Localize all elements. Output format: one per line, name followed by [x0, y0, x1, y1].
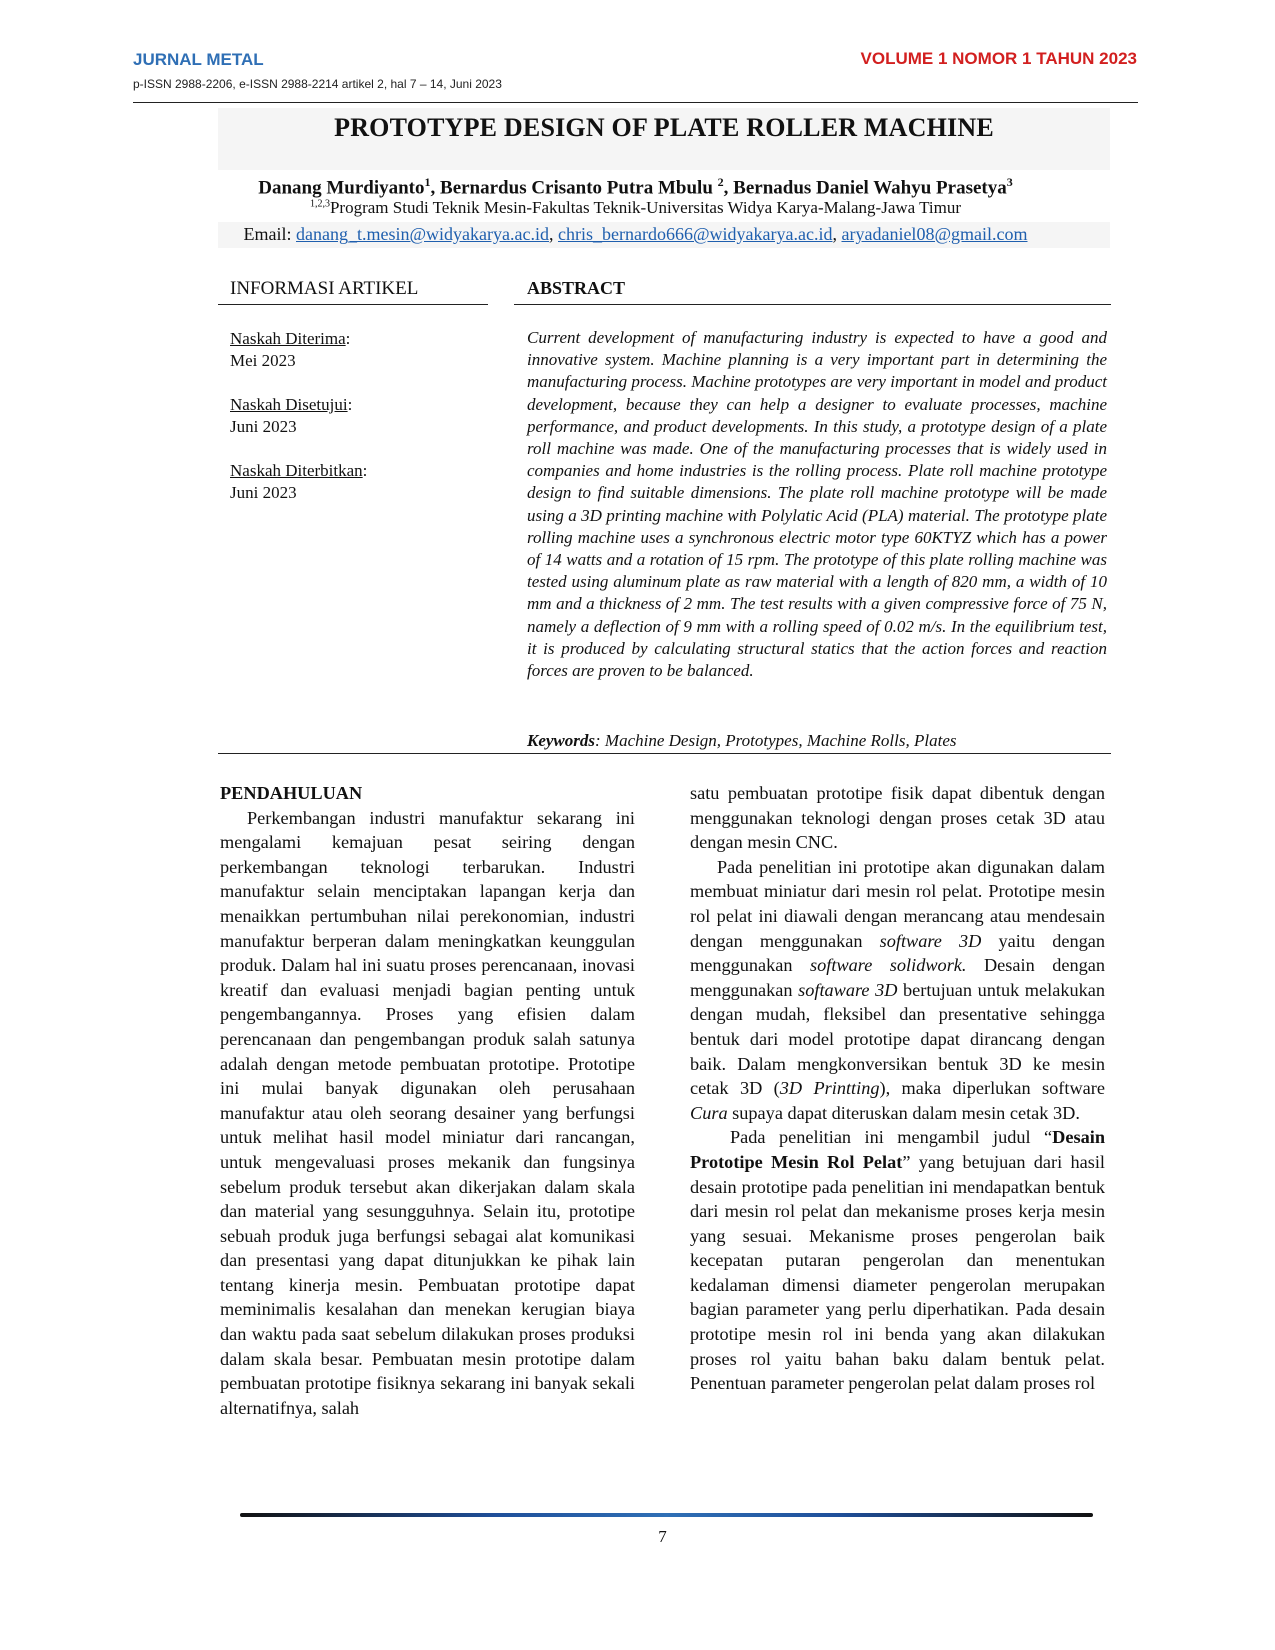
keywords-label: Keywords [527, 731, 595, 750]
info-label: Naskah Diterbitkan [230, 461, 363, 480]
author-name: Danang Murdiyanto [258, 177, 425, 199]
author-name: Bernadus Daniel Wahyu Prasetya [733, 177, 1007, 199]
italic-run: software solidwork. [810, 955, 967, 976]
body-paragraph: Perkembangan industri manufaktur sekarang ini mengalami kemajuan pesat seiring dengan perkembangan teknologi terbarukan. Industri manufaktur selain menciptakan lapangan kerja dan menaikkan pertumbuhan nilai perekonomian, industri manufaktur berperan dalam meningkatkan keunggulan produk. Dalam hal ini suatu proses perencanaan, inovasi kreatif dan evaluasi menjadi bagian penting untuk pengembangannya. Proses yang efisien dalam perencanaan dan pengembangan produk salah satunya adalah dengan metode pembuatan prototipe. Prototipe ini mulai banyak digunakan oleh perusahaan manufaktur atau oleh seorang desainer yang berfungsi untuk melihat hasil model miniatur dari rancangan, untuk mengevaluasi proses mekanik dan fungsinya sebelum produk tersebut akan dikerjakan dalam skala dan material yang sesungguhnya. Selain itu, prototipe sebuah produk juga berfungsi sebagai alat komunikasi dan presentasi yang dapat ditunjukkan ke pihak lain tentang kinerja mesin. Pembuatan prototipe dapat meminimalis kesalahan dan menekan kerugian biaya dan waktu pada saat sebelum dilakukan proses produksi dalam skala besar. Pembuatan mesin prototipe dalam pembuatan prototipe fisiknya sekarang ini banyak sekali alternatifnya, salah [220, 807, 635, 1418]
abstract-rule [514, 304, 1111, 305]
journal-issn: p-ISSN 2988-2206, e-ISSN 2988-2214 artikel 2, hal 7 – 14, Juni 2023 [133, 77, 502, 91]
italic-run: software 3D [879, 930, 982, 951]
article-info-heading: INFORMASI ARTIKEL [230, 278, 419, 299]
email-link[interactable]: chris_bernardo666@widyakarya.ac.id [558, 224, 833, 244]
journal-volume: VOLUME 1 NOMOR 1 TAHUN 2023 [860, 49, 1137, 68]
author-list [133, 175, 1138, 199]
author-sep: , [430, 177, 441, 199]
italic-run: Cura [690, 1102, 728, 1123]
info-colon: : [347, 395, 353, 414]
text-run: Desain dengan menggunakan [690, 955, 1106, 1000]
keywords [527, 731, 1107, 751]
abstract-text: Current development of manufacturing industry is expected to have a good and innovative system. Machine planning is a very important part in determining the manufacturing process. Machine prototypes are very important in model and product development, because they can help a designer to evaluate processes, machine performance, and product developments. In this study, a prototype design of a plate roll machine was made. One of the manufacturing processes that is widely used in companies and home industries is the rolling process. Plate roll machine prototype design to find suitable dimensions. The plate roll machine prototype will be made using a 3D printing machine with Polylatic Acid (PLA) material. The prototype plate rolling machine uses a synchronous electric motor type 60KTYZ which has a power of 14 watts and a rotation of 15 rpm. The prototype of this plate rolling machine was tested using aluminum plate as raw material with a length of 820 mm, a width of 10 mm and a thickness of 2 mm. The test results with a given compressive force of 75 N, namely a deflection of 9 mm with a rolling speed of 0.02 m/s. In the equilibrium test, it is produced by calculating structural statics that the action forces and reaction forces are proven to be balanced. [527, 328, 1107, 681]
info-value: Mei 2023 [230, 351, 296, 370]
affiliation [133, 198, 1138, 218]
author-sup: 2 [717, 175, 724, 189]
email-sep: , [549, 224, 558, 244]
text-run: ), maka diperlukan software [879, 1078, 1105, 1099]
info-value: Juni 2023 [230, 417, 297, 436]
info-colon: : [362, 461, 368, 480]
email-line [133, 224, 1138, 245]
email-label: Email: [243, 224, 296, 244]
keywords-list: : Machine Design, Prototypes, Machine Rolls, Plates [595, 731, 957, 750]
body-paragraph [690, 855, 1105, 1126]
affiliation-sup: 1,2,3 [309, 198, 330, 210]
text-run: ” yang betujuan dari hasil desain prototipe pada penelitian ini mendapatkan bentuk dari mesin rol pelat dan mekanisme proses kerja mesin yang sesuai. Mekanisme proses pengerolan baik kecepatan putaran pengerolan dan menentukan kedalaman dimensi diameter pengerolan merupakan bagian parameter yang perlu diperhatikan. Pada desain prototipe mesin rol ini benda yang akan dilakukan proses rol yaitu bahan baku dalam bentuk pelat. Penentuan parameter pengerolan pelat dalam proses rol [690, 1151, 1105, 1394]
affiliation-text: Program Studi Teknik Mesin-Fakultas Teknik-Universitas Widya Karya-Malang-Jawa Timur [329, 198, 962, 217]
text-run: supaya dapat diteruskan dalam mesin cetak 3D. [727, 1102, 1080, 1123]
page-number: 7 [658, 1527, 667, 1546]
author-sup: 1 [424, 175, 431, 189]
info-item [230, 460, 367, 504]
info-label: Naskah Diterima [230, 329, 346, 348]
info-item [230, 328, 367, 372]
journal-name: JURNAL METAL [133, 50, 264, 69]
abstract-bottom-rule [218, 753, 1111, 754]
body-column-left [220, 781, 635, 1420]
article-info-rule [218, 304, 488, 305]
body-column-right [690, 781, 1105, 1396]
author-sep: , [723, 177, 734, 199]
header-rule [133, 102, 1138, 103]
email-sep: , [832, 224, 842, 244]
body-paragraph: satu pembuatan prototipe fisik dapat dibentuk dengan menggunakan teknologi dengan proses cetak 3D atau dengan mesin CNC. [690, 783, 1105, 853]
info-colon: : [345, 329, 351, 348]
italic-run: 3D Printting [779, 1078, 880, 1099]
footer-rule [240, 1513, 1093, 1517]
text-run: bertujuan untuk melakukan dengan mudah, fleksibel dan presentative sehingga bentuk dari model prototipe dapat dirancang dengan baik. Dalam mengkonversikan bentuk 3D ke mesin cetak 3D ( [690, 979, 1105, 1099]
author-sup: 3 [1006, 175, 1013, 189]
email-link[interactable]: danang_t.mesin@widyakarya.ac.id [296, 224, 549, 244]
abstract-heading: ABSTRACT [527, 278, 626, 298]
info-value: Juni 2023 [230, 483, 297, 502]
info-label: Naskah Disetujui [230, 395, 348, 414]
info-item [230, 394, 367, 438]
article-info-list [230, 328, 367, 526]
author-name: Bernardus Crisanto Putra Mbulu [440, 177, 718, 199]
section-heading: PENDAHULUAN [220, 783, 363, 803]
italic-run: softaware 3D [798, 979, 898, 1000]
email-link[interactable]: aryadaniel08@gmail.com [841, 224, 1028, 244]
text-run: Pada penelitian ini mengambil judul “ [730, 1127, 1053, 1148]
bold-run: Desain Prototipe Mesin Rol Pelat [690, 1127, 1105, 1172]
text-run: Pada penelitian ini prototipe akan digunakan dalam membuat miniatur dari mesin rol pelat. Prototipe mesin rol pelat ini diawali dengan merancang atau mendesain dengan menggunakan [690, 856, 1105, 951]
body-paragraph [690, 1125, 1105, 1396]
paper-title: PROTOTYPE DESIGN OF PLATE ROLLER MACHINE [334, 113, 994, 142]
text-run: yaitu dengan menggunakan [690, 930, 1105, 976]
